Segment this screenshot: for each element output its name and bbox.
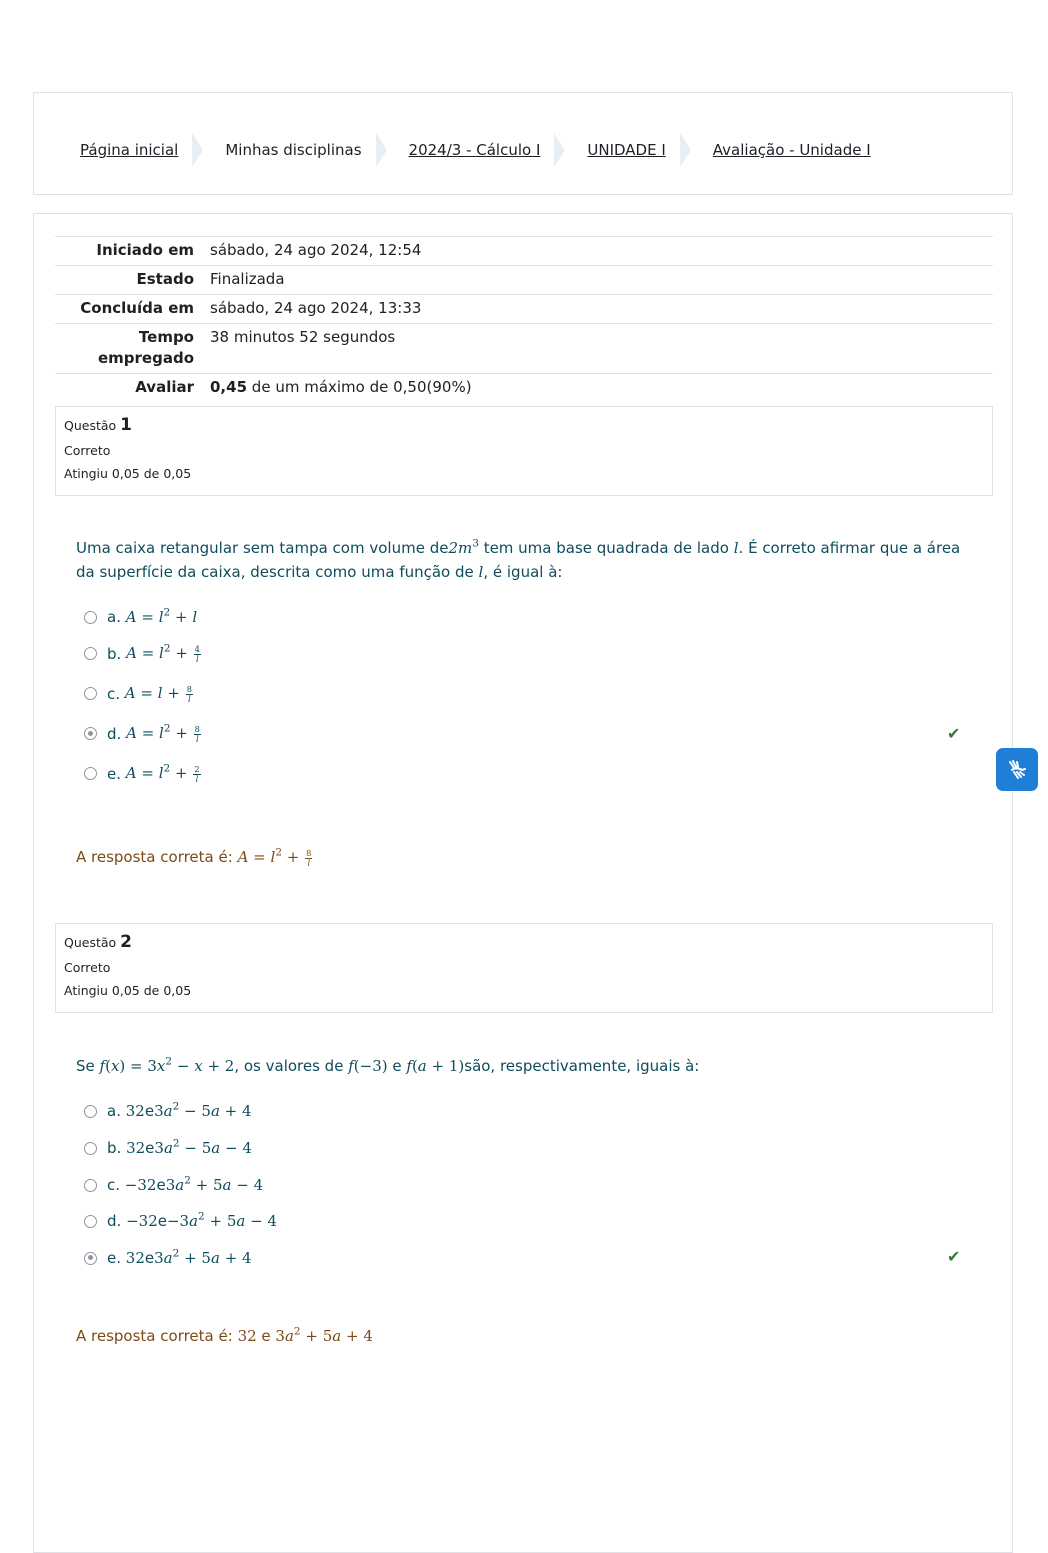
grade-score: 0,45 [210, 378, 248, 396]
state-label: Estado [55, 266, 202, 295]
question-2-text: Se $f(x) = 3x^2 - x + 2$, os valores de f(−3) e f(a + 1)são, respectivamente, iguais à: [76, 1055, 700, 1075]
question-number: Questão 1 [64, 415, 133, 435]
radio-button[interactable] [84, 1179, 97, 1192]
breadcrumb-course[interactable]: 2024/3 - Cálculo I [408, 141, 541, 159]
quiz-review [33, 213, 1013, 1553]
q1-option-a[interactable]: a. $A = l^2 + l$ [84, 608, 197, 626]
radio-button[interactable] [84, 1215, 97, 1228]
state-value: Finalizada [202, 266, 993, 295]
radio-button[interactable] [84, 647, 97, 660]
question-1-info [55, 406, 993, 496]
time-label: Tempo empregado [55, 324, 202, 374]
q2-option-e[interactable]: e. 32 e $3a^2 + 5a + 4$ [84, 1249, 252, 1267]
grade-label: Avaliar [55, 374, 202, 403]
q1-option-d[interactable]: d. $A = l^2$ + $\frac{8}{l}$ [84, 724, 202, 743]
q2-correct-answer: A resposta correta é: 32 e $3a^2 + 5a + 4$ [76, 1325, 373, 1345]
radio-button[interactable] [84, 687, 97, 700]
q1-correct-answer: A resposta correta é: $A = l^2$ + $\frac{8}{l}$ [76, 846, 312, 868]
check-icon: ✔ [947, 1247, 961, 1266]
radio-button[interactable] [84, 611, 97, 624]
radio-button[interactable] [84, 1142, 97, 1155]
finished-label: Concluída em [55, 295, 202, 324]
q2-option-b[interactable]: b. 32 e $3a^2 - 5a - 4$ [84, 1139, 252, 1157]
breadcrumb-unit[interactable]: UNIDADE I [587, 141, 666, 159]
breadcrumb-home[interactable]: Página inicial [80, 141, 179, 159]
question-status: Correto [64, 960, 111, 975]
breadcrumb-separator [192, 133, 203, 167]
q2-option-a[interactable]: a. 32 e $3a^2 - 5a + 4$ [84, 1102, 252, 1120]
breadcrumb-my-courses[interactable]: Minhas disciplinas [225, 141, 362, 159]
question-mark: Atingiu 0,05 de 0,05 [64, 983, 192, 998]
radio-button[interactable] [84, 1105, 97, 1118]
grade-rest: de um máximo de 0,50(90%) [251, 378, 472, 396]
started-value: sábado, 24 ago 2024, 12:54 [202, 237, 993, 266]
question-number: Questão 2 [64, 932, 133, 952]
q2-option-c[interactable]: c. −32 e $3a^2 + 5a - 4$ [84, 1176, 263, 1194]
breadcrumb-separator [554, 133, 565, 167]
sign-language-icon[interactable] [996, 748, 1038, 791]
finished-value: sábado, 24 ago 2024, 13:33 [202, 295, 993, 324]
radio-button[interactable] [84, 767, 97, 780]
volume-expr: $2m^3$ [448, 537, 479, 557]
breadcrumb-card [33, 92, 1013, 195]
q2-option-d[interactable]: d. −32 e $-3a^2 + 5a - 4$ [84, 1212, 277, 1230]
radio-button-selected[interactable] [84, 1252, 97, 1265]
radio-button-selected[interactable] [84, 727, 97, 740]
time-value: 38 minutos 52 segundos [202, 324, 993, 374]
q1-option-b[interactable]: b. $A = l^2$ + $\frac{4}{l}$ [84, 644, 202, 663]
q1-option-c[interactable]: c. A = l + $\frac{8}{l}$ [84, 684, 194, 703]
question-1-text: Uma caixa retangular sem tampa com volume $de2m^3$ tem uma base quadrada de lado l. É correto afirmar que a área da superfície da caixa, descrita como uma função de l, é igual à: [76, 537, 961, 581]
grade-value [202, 374, 993, 403]
question-status: Correto [64, 443, 111, 458]
breadcrumb-separator [680, 133, 691, 167]
attempt-summary [55, 236, 993, 402]
breadcrumb [80, 133, 871, 167]
question-mark: Atingiu 0,05 de 0,05 [64, 466, 192, 481]
check-icon: ✔ [947, 724, 961, 743]
breadcrumb-quiz[interactable]: Avaliação - Unidade I [712, 141, 871, 159]
started-label: Iniciado em [55, 237, 202, 266]
q1-option-e[interactable]: e. $A = l^2$ + $\frac{2}{l}$ [84, 764, 202, 783]
breadcrumb-separator [376, 133, 387, 167]
question-2-info [55, 923, 993, 1013]
